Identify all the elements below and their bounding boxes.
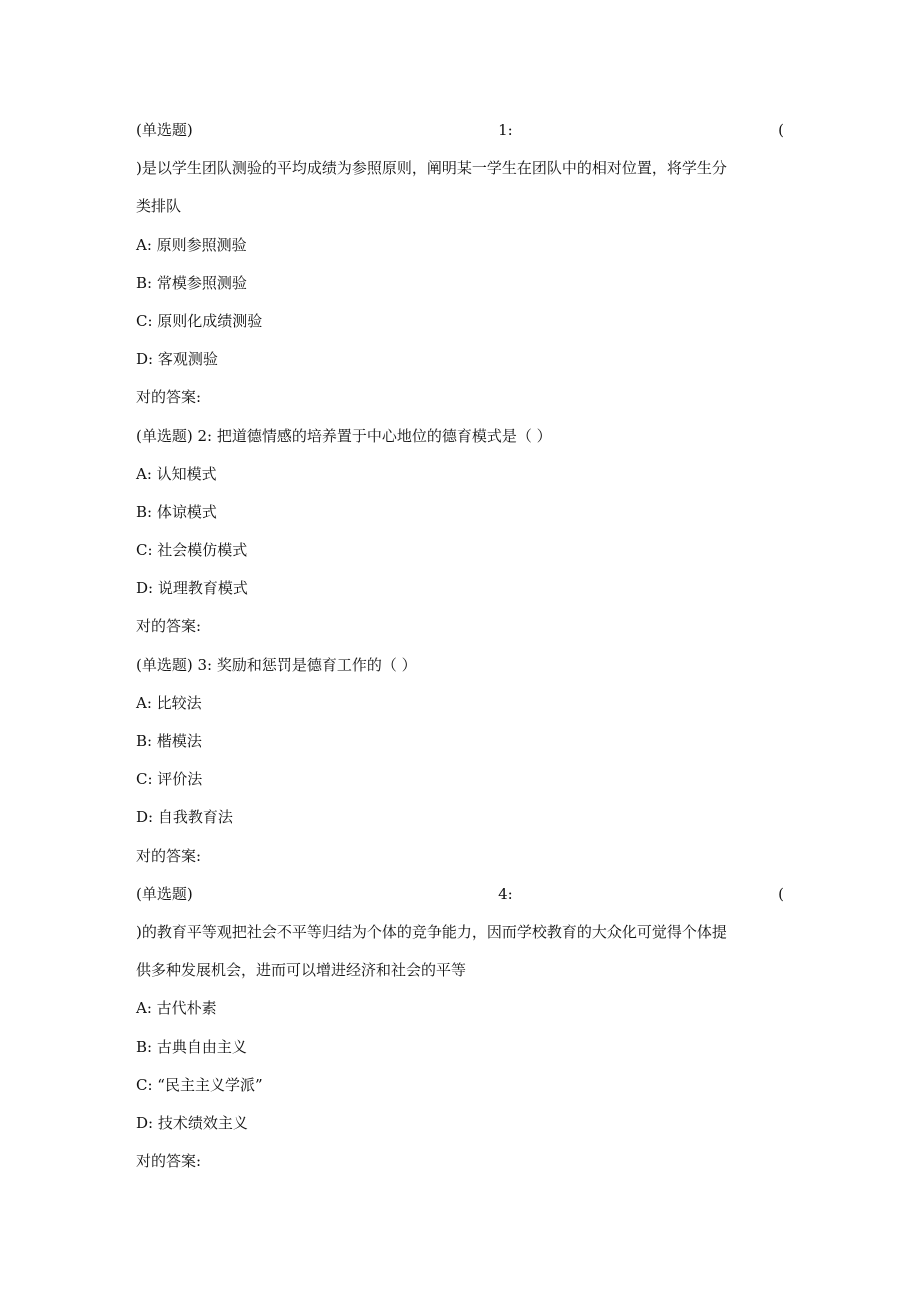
- question-4-option-b: B: 古典自由主义: [136, 1037, 247, 1056]
- question-1-stem-line-2: 类排队: [136, 197, 182, 216]
- question-2-option-d: D: 说理教育模式: [136, 579, 248, 598]
- question-3-stem: (单选题) 3: 奖励和惩罚是德育工作的（ ）: [136, 655, 417, 674]
- question-1-header: [136, 118, 784, 156]
- question-4-type: (单选题): [136, 884, 193, 903]
- question-4-header: [136, 882, 784, 920]
- question-4-open-paren: (: [778, 884, 784, 903]
- question-1-option-a: A: 原则参照测验: [136, 235, 247, 254]
- question-4-option-d: D: 技术绩效主义: [136, 1113, 248, 1132]
- question-1-option-c: C: 原则化成绩测验: [136, 311, 263, 330]
- question-3-answer-label: 对的答案:: [136, 846, 202, 865]
- question-1-option-d: D: 客观测验: [136, 350, 218, 369]
- document-page: [136, 118, 784, 1187]
- question-1-stem-line-1: )是以学生团队测验的平均成绩为参照原则，阐明某一学生在团队中的相对位置，将学生分: [136, 159, 727, 178]
- question-3-option-a: A: 比较法: [136, 693, 202, 712]
- question-1-answer-label: 对的答案:: [136, 388, 202, 407]
- question-4-option-c: C: “民主主义学派”: [136, 1075, 263, 1094]
- question-1-number: 1:: [498, 121, 513, 139]
- question-1-type: (单选题): [136, 121, 193, 139]
- question-4-number: 4:: [498, 884, 513, 903]
- question-4-answer-label: 对的答案:: [136, 1152, 202, 1171]
- question-2-option-a: A: 认知模式: [136, 464, 217, 483]
- question-1-open-paren: (: [778, 121, 784, 139]
- question-4-stem-line-2: 供多种发展机会，进而可以增进经济和社会的平等: [136, 961, 467, 980]
- question-2-option-b: B: 体谅模式: [136, 502, 217, 521]
- question-2-option-c: C: 社会模仿模式: [136, 541, 248, 560]
- question-2-answer-label: 对的答案:: [136, 617, 202, 636]
- question-1-option-b: B: 常模参照测验: [136, 273, 247, 292]
- question-3-option-c: C: 评价法: [136, 770, 203, 789]
- question-4-stem-line-1: )的教育平等观把社会不平等归结为个体的竞争能力，因而学校教育的大众化可觉得个体提: [136, 922, 727, 941]
- question-2-stem: (单选题) 2: 把道德情感的培养置于中心地位的德育模式是（ ）: [136, 426, 552, 445]
- question-3-option-b: B: 楷模法: [136, 732, 202, 750]
- question-3-option-d: D: 自我教育法: [136, 808, 233, 827]
- question-4-option-a: A: 古代朴素: [136, 999, 217, 1018]
